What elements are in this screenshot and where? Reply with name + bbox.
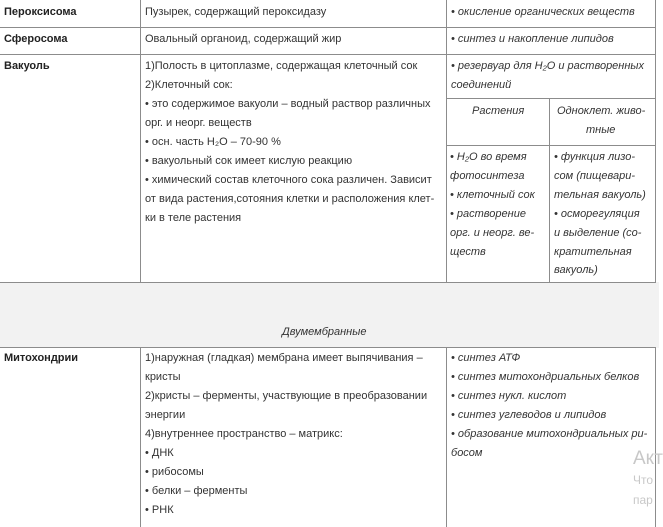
structure-line: кристы [145,371,181,383]
structure-line: • ДНК [145,447,174,459]
structure-spherosome: Овальный органоид, содержащий жир [145,33,342,45]
column-divider [140,0,141,283]
structure-line: • белки – ферменты [145,485,248,497]
function-line: ществ [450,246,486,258]
function-line: фотосинтеза [450,170,525,182]
section-header-double-membrane: Двумембранные [282,326,367,338]
function-line: • H₂O во время [450,151,527,163]
organelle-name-spherosome: Сферосома [4,33,68,45]
function-vacuole-intro: • резервуар для H₂O и растворенных [451,60,645,72]
subcolumn-divider [549,98,550,283]
structure-line: 2)Клеточный сок: [145,79,233,91]
row-divider [0,27,656,28]
structure-line: • рибосомы [145,466,204,478]
structure-line: • химический состав клеточного сока различен. Зависит [145,174,432,186]
structure-line: 2)кристы – ферменты, участвующие в преобразовании [145,390,428,402]
activation-watermark-line: Что [633,473,654,487]
function-vacuole-intro: соединений [451,79,512,91]
function-line: • функция лизо- [554,151,636,163]
structure-line: 4)внутреннее пространство – матрикс: [145,428,343,440]
structure-line: 1)наружная (гладкая) мембрана имеет выпячивания – [145,352,423,364]
structure-line: • вакуольный сок имеет кислую реакцию [145,155,353,167]
function-line: • синтез углеводов и липидов [451,409,607,421]
subheader-plants: Растения [472,105,525,117]
function-line: • клеточный сок [450,189,535,201]
subheader-divider [446,145,656,146]
organelle-name-peroxisome: Пероксисома [4,6,77,18]
structure-line: орг. и неорг. веществ [145,117,252,129]
activation-watermark-title: Акт [633,448,663,469]
function-line: орг. и неорг. ве- [450,227,535,239]
function-line: кратительная [554,246,632,258]
structure-peroxisome: Пузырек, содержащий пероксидазу [145,6,327,18]
structure-line: ки в теле растения [145,212,242,224]
subheader-unicellular-animals: Одноклет. живо- [557,105,646,117]
function-line: • образование митохондриальных ри- [451,428,648,440]
structure-line: 1)Полость в цитоплазме, содержащая клеточный сок [145,60,418,72]
function-line: вакуоль) [554,264,598,276]
structure-line: энергии [145,409,186,421]
row-divider [0,347,656,348]
subheader-divider [446,98,656,99]
structure-line: • РНК [145,504,174,516]
column-divider [446,0,447,283]
column-divider [446,347,447,527]
structure-line: • осн. часть H₂O – 70-90 % [145,136,281,148]
organelle-name-mitochondria: Митохондрии [4,352,79,364]
function-line: • синтез митохондриальных белков [451,371,640,383]
function-line: • растворение [450,208,526,220]
function-line: босом [451,447,483,459]
function-line: сом (пищевари- [554,170,636,182]
function-spherosome: • синтез и накопление липидов [451,33,614,45]
activation-watermark-line: пар [633,493,653,507]
organelle-name-vacuole: Вакуоль [4,60,50,72]
function-line: и выделение (со- [554,227,642,239]
function-line: тельная вакуоль) [554,189,646,201]
structure-line: • это содержимое вакуоли – водный раствор различных [145,98,431,110]
column-divider [140,347,141,527]
row-divider [0,54,656,55]
function-peroxisome: • окисление органических веществ [451,6,635,18]
row-divider [0,282,656,283]
structure-line: от вида растения,сотояния клетки и расположения клет- [145,193,435,205]
function-line: • синтез нукл. кислот [451,390,567,402]
function-line: • осморегуляция [554,208,640,220]
function-line: • синтез АТФ [451,352,521,364]
subheader-unicellular-animals: тные [586,124,616,136]
column-divider [655,0,656,283]
